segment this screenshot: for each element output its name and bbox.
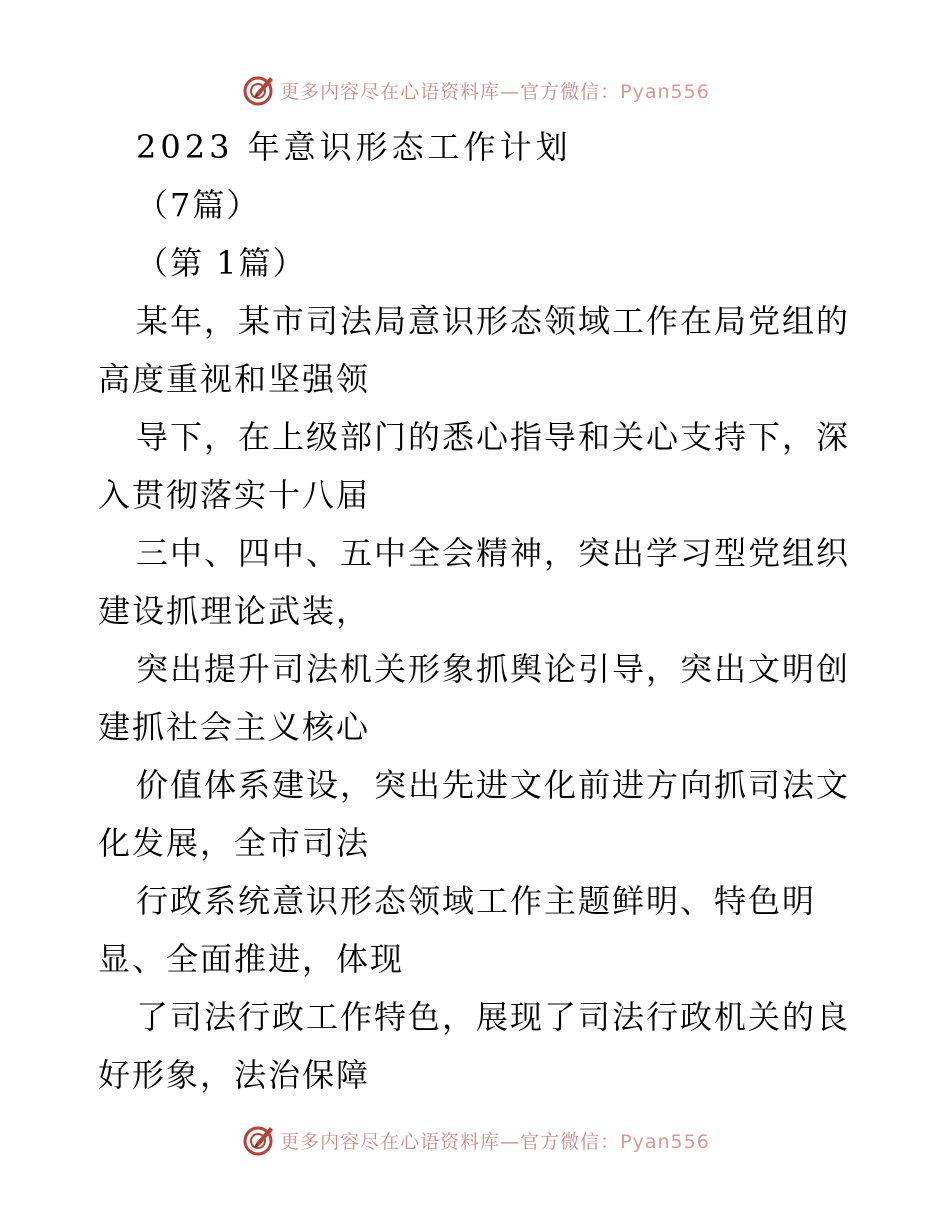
document-part-label: （第 1篇）	[136, 244, 307, 282]
document-text-line: 突出提升司法机关形象抓舆论引导，突出文明创	[136, 650, 851, 688]
document-body	[98, 118, 858, 1104]
footer-banner-cn: 更多内容尽在心语资料库—官方微信：	[280, 1130, 621, 1153]
document-paragraph	[98, 292, 858, 1104]
document-text-line: 建设抓理论武装，	[98, 592, 371, 630]
document-text-line: 建抓社会主义核心	[98, 708, 371, 746]
document-text-line: 好形象，法治保障	[98, 1056, 371, 1094]
header-banner	[0, 70, 950, 110]
document-text-line: 导下，在上级部门的悉心指导和关心支持下，深	[136, 418, 851, 456]
document-subtitle: （7篇）	[136, 186, 261, 224]
pen-emblem-icon	[240, 72, 276, 108]
pen-emblem-icon	[240, 1122, 276, 1158]
document-text-line: 入贯彻落实十八届	[98, 476, 371, 514]
footer-banner	[0, 1120, 950, 1160]
document-text-line: 行政系统意识形态领域工作主题鲜明、特色明	[136, 882, 817, 920]
document-text-line: 某年，某市司法局意识形态领域工作在局党组的	[136, 302, 851, 340]
document-title: 2023 年意识形态工作计划	[136, 128, 572, 166]
document-text-line: 显、全面推进，体现	[98, 940, 405, 978]
header-banner-text	[280, 77, 710, 104]
document-text-line: 高度重视和坚强领	[98, 360, 371, 398]
footer-banner-wechat-id: Pyan556	[620, 1130, 710, 1153]
document-text-line: 价值体系建设，突出先进文化前进方向抓司法文	[136, 766, 851, 804]
header-banner-cn: 更多内容尽在心语资料库—官方微信：	[280, 80, 621, 103]
document-text-line: 化发展，全市司法	[98, 824, 371, 862]
document-text-line: 三中、四中、五中全会精神，突出学习型党组织	[136, 534, 851, 572]
footer-banner-text	[280, 1127, 710, 1154]
document-text-line: 了司法行政工作特色，展现了司法行政机关的良	[136, 998, 851, 1036]
header-banner-wechat-id: Pyan556	[620, 80, 710, 103]
